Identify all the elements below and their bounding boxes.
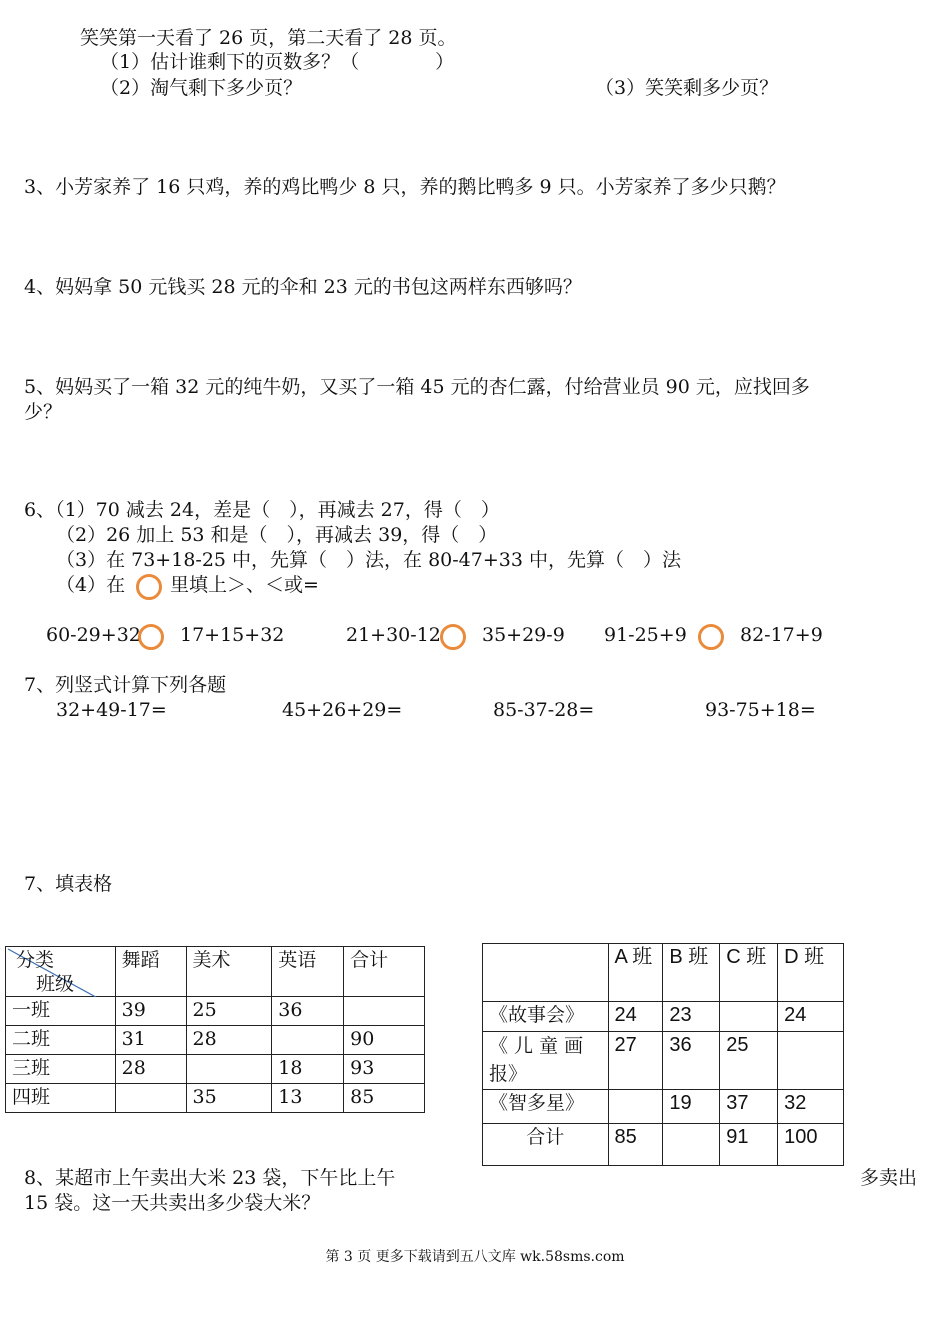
q5-line2: 少？ [24,401,63,423]
table-cell: 85 [608,1124,663,1166]
q6-line1: 6、（1）70 减去 24，差是（ ），再减去 27，得（ ） [24,499,500,521]
answer-circle[interactable] [136,574,162,600]
q8-line1-end: 多卖出 [860,1167,918,1189]
row-label: 《智多星》 [483,1090,609,1124]
table-row [483,1124,844,1166]
q6-line2: （2）26 加上 53 和是（ ），再减去 39，得（ ） [56,524,498,546]
row-label: 一班 [6,997,116,1026]
table-row [6,1055,425,1084]
q8-line2: 15 袋。这一天共卖出多少袋大米？ [24,1192,321,1214]
class-activity-table [5,946,425,1113]
table-cell: 35 [186,1084,272,1113]
table-cell: 25 [186,997,272,1026]
q7-expr-1: 32+49-17= [56,699,167,721]
compare-left-1: 60-29+32 [46,624,141,646]
table-cell: 91 [720,1124,778,1166]
header-cell: 合计 [344,947,425,997]
table-cell: 93 [344,1055,425,1084]
table-cell: 24 [608,1002,663,1032]
header-cell: 英语 [272,947,344,997]
row-label: 《 儿 童 画 报》 [483,1032,609,1090]
table-cell: 27 [608,1032,663,1090]
compare-left-2: 21+30-12 [346,624,441,646]
table-cell [720,1002,778,1032]
table-cell: 23 [663,1002,720,1032]
table-cell: 100 [778,1124,844,1166]
table-cell [344,997,425,1026]
q6-line4-prefix: （4）在 [56,574,126,596]
table-cell: 31 [115,1026,186,1055]
table-cell: 18 [272,1055,344,1084]
q2-sub1: （1）估计谁剩下的页数多？（ ） [100,51,455,73]
q7-expr-2: 45+26+29= [282,699,403,721]
header-cell: 美术 [186,947,272,997]
row-label: 二班 [6,1026,116,1055]
q2-line1: 笑笑第一天看了 26 页，第二天看了 28 页。 [80,27,457,49]
compare-left-3: 91-25+9 [604,624,687,646]
corner-top-label: 分类 [16,949,55,971]
magazine-table [482,943,844,1166]
row-label: 《故事会》 [483,1002,609,1032]
corner-header-cell [6,947,116,997]
table-cell: 39 [115,997,186,1026]
header-cell: B 班 [663,944,720,1002]
table-cell: 32 [778,1090,844,1124]
table-cell [608,1090,663,1124]
table-cell: 24 [778,1002,844,1032]
table-row [6,997,425,1026]
header-cell: 舞蹈 [115,947,186,997]
table-cell: 13 [272,1084,344,1113]
table-cell: 28 [115,1055,186,1084]
q5-line1: 5、妈妈买了一箱 32 元的纯牛奶，又买了一箱 45 元的杏仁露，付给营业员 90 元，应找回多 [24,376,810,398]
q4-text: 4、妈妈拿 50 元钱买 28 元的伞和 23 元的书包这两样东西够吗？ [24,276,582,298]
table-row [6,1026,425,1055]
table-cell [778,1032,844,1090]
table-row [6,1084,425,1113]
compare-right-1: 17+15+32 [180,624,285,646]
table-cell [115,1084,186,1113]
q3-text: 3、小芳家养了 16 只鸡，养的鸡比鸭少 8 只，养的鹅比鸭多 9 只。小芳家养了多少只鹅？ [24,176,786,198]
row-label: 合计 [483,1124,609,1166]
row-label: 四班 [6,1084,116,1113]
corner-bottom-label: 班级 [36,973,75,995]
q6-line3: （3）在 73+18-25 中，先算（ ）法，在 80-47+33 中，先算（ ）法 [56,549,681,571]
table-cell: 25 [720,1032,778,1090]
header-cell: D 班 [778,944,844,1002]
table-cell: 36 [272,997,344,1026]
header-cell: A 班 [608,944,663,1002]
row-label: 三班 [6,1055,116,1084]
table-row [483,1002,844,1032]
table-cell: 28 [186,1026,272,1055]
table-cell: 85 [344,1084,425,1113]
q7b-title: 7、填表格 [24,873,113,895]
table-cell: 90 [344,1026,425,1055]
q6-line4-suffix: 里填上＞、＜或= [170,574,319,596]
page-footer: 第 3 页 更多下载请到五八文库 wk.58sms.com [325,1249,625,1265]
q7-expr-4: 93-75+18= [705,699,816,721]
compare-right-3: 82-17+9 [740,624,823,646]
table-cell [186,1055,272,1084]
compare-circle-1[interactable] [138,624,164,650]
compare-right-2: 35+29-9 [482,624,565,646]
table-cell: 36 [663,1032,720,1090]
table-cell: 37 [720,1090,778,1124]
q2-sub3: （3）笑笑剩多少页？ [595,77,779,99]
table-row [483,1032,844,1090]
table-cell: 19 [663,1090,720,1124]
compare-circle-3[interactable] [698,624,724,650]
q8-line1-start: 8、某超市上午卖出大米 23 袋，下午比上午 [24,1167,396,1189]
table-cell [272,1026,344,1055]
q2-sub2: （2）淘气剩下多少页？ [100,77,303,99]
q7-expr-3: 85-37-28= [493,699,595,721]
header-cell [483,944,609,1002]
q7-title: 7、列竖式计算下列各题 [24,674,227,696]
header-cell: C 班 [720,944,778,1002]
compare-circle-2[interactable] [440,624,466,650]
table-cell [663,1124,720,1166]
table-row [483,1090,844,1124]
